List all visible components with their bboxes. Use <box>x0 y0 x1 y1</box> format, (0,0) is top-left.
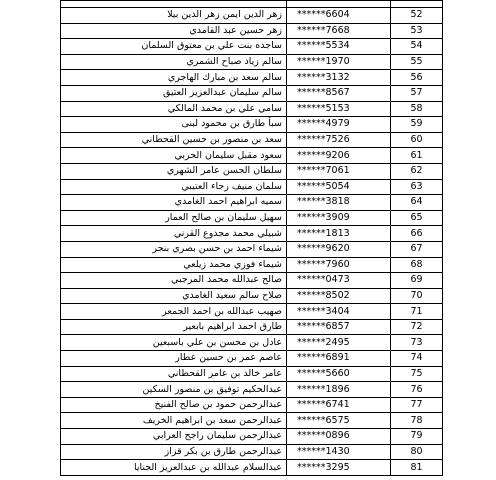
table-row <box>61 226 443 242</box>
name-cell: عبدالرحمن سليمان راجح العرابي <box>61 429 287 445</box>
table-row <box>61 273 443 289</box>
name-cell: زهر حسين عبد القامدي <box>61 23 287 39</box>
table-row <box>61 179 443 195</box>
number-cell: 71 <box>391 304 443 320</box>
name-cell: عاصم عمر بن حسين عطار <box>61 351 287 367</box>
number-cell: 52 <box>391 8 443 24</box>
table-row <box>61 460 443 476</box>
id-cell: ******3132 <box>287 70 391 86</box>
id-cell: ******2495 <box>287 335 391 351</box>
id-cell: ******5660 <box>287 366 391 382</box>
number-cell: 62 <box>391 163 443 179</box>
number-cell: 59 <box>391 117 443 133</box>
table-row <box>61 54 443 70</box>
table-row <box>61 70 443 86</box>
name-cell: سلطان الحسن عامر الشهري <box>61 163 287 179</box>
number-cell: 77 <box>391 397 443 413</box>
number-cell: 58 <box>391 101 443 117</box>
id-cell: ******5534 <box>287 39 391 55</box>
number-cell: 70 <box>391 288 443 304</box>
table-row <box>61 195 443 211</box>
number-cell: 60 <box>391 132 443 148</box>
number-cell: 73 <box>391 335 443 351</box>
id-cell: ******7526 <box>287 132 391 148</box>
table-row <box>61 117 443 133</box>
name-cell: شيماء احمد بن حسن بصري بنجر <box>61 241 287 257</box>
table-row <box>61 319 443 335</box>
table-row <box>61 132 443 148</box>
id-cell: ******4979 <box>287 117 391 133</box>
number-cell: 63 <box>391 179 443 195</box>
table-row <box>61 39 443 55</box>
name-cell <box>61 1 287 8</box>
partial-top-row <box>61 1 443 8</box>
table-row <box>61 444 443 460</box>
name-cell: سعود مقبل سليمان الحربي <box>61 148 287 164</box>
name-cell: شيماء فوزي محمد زيلعي <box>61 257 287 273</box>
id-cell: ******5153 <box>287 101 391 117</box>
id-cell: ******3818 <box>287 195 391 211</box>
id-cell: ******8567 <box>287 85 391 101</box>
table-row <box>61 241 443 257</box>
table-row <box>61 101 443 117</box>
name-cell: صالح عبدالله محمد المرجبي <box>61 273 287 289</box>
name-cell: شبيلي محمد مجدوع القرني <box>61 226 287 242</box>
name-cell: ساجده بنت علي بن معتوق السلمان <box>61 39 287 55</box>
name-cell: سهيل سليمان بن صالح العمار <box>61 210 287 226</box>
table-row <box>61 397 443 413</box>
id-cell: ******6891 <box>287 351 391 367</box>
name-cell: صهيب عبدالله بن احمد الجمعر <box>61 304 287 320</box>
id-cell: ******5054 <box>287 179 391 195</box>
id-cell: ******3404 <box>287 304 391 320</box>
name-cell: زهر الدين ايمن زهر الدين بيلا <box>61 8 287 24</box>
table-row <box>61 163 443 179</box>
number-cell: 55 <box>391 54 443 70</box>
number-cell: 81 <box>391 460 443 476</box>
id-cell: ******7668 <box>287 23 391 39</box>
id-cell: ******6575 <box>287 413 391 429</box>
number-cell: 75 <box>391 366 443 382</box>
name-cell: عامر خالد بن عامر القحطاني <box>61 366 287 382</box>
name-cell: سميه ابراهيم احمد الغامدي <box>61 195 287 211</box>
name-cell: سلمان منيف رجاء العتيبي <box>61 179 287 195</box>
id-cell: ******8502 <box>287 288 391 304</box>
name-cell: عادل بن محسن بن علي باسبعين <box>61 335 287 351</box>
table-row <box>61 210 443 226</box>
table-row <box>61 382 443 398</box>
records-sheet <box>60 0 443 476</box>
name-cell: سالم زياد صباح الشمري <box>61 54 287 70</box>
number-cell: 61 <box>391 148 443 164</box>
table-row <box>61 413 443 429</box>
number-cell: 68 <box>391 257 443 273</box>
id-cell: ******1896 <box>287 382 391 398</box>
table-row <box>61 304 443 320</box>
number-cell: 67 <box>391 241 443 257</box>
table-row <box>61 257 443 273</box>
number-cell: 76 <box>391 382 443 398</box>
id-cell: ******3295 <box>287 460 391 476</box>
table-row <box>61 366 443 382</box>
name-cell: صلاح سالم سعيد الغامدي <box>61 288 287 304</box>
name-cell: سالم سليمان عبدالعزيز العتيق <box>61 85 287 101</box>
table-row <box>61 8 443 24</box>
name-cell: عبدالحكيم توفيق بن منصور السكين <box>61 382 287 398</box>
number-cell: 79 <box>391 429 443 445</box>
number-cell <box>391 1 443 8</box>
id-cell: ******9620 <box>287 241 391 257</box>
id-cell: ******7061 <box>287 163 391 179</box>
number-cell: 80 <box>391 444 443 460</box>
name-cell: طارق احمد ابراهيم بابعير <box>61 319 287 335</box>
number-cell: 64 <box>391 195 443 211</box>
table-row <box>61 23 443 39</box>
id-cell: ******6741 <box>287 397 391 413</box>
name-cell: عبدالرحمن حمود بن صالح الفنيخ <box>61 397 287 413</box>
number-cell: 78 <box>391 413 443 429</box>
name-cell: عبدالرحمن طارق بن بكر قزاز <box>61 444 287 460</box>
id-cell: ******1813 <box>287 226 391 242</box>
number-cell: 65 <box>391 210 443 226</box>
records-table-body <box>61 1 443 476</box>
name-cell: سعد بن منصور بن حسين القحطاني <box>61 132 287 148</box>
table-row <box>61 429 443 445</box>
id-cell: ******6604 <box>287 8 391 24</box>
table-row <box>61 288 443 304</box>
number-cell: 53 <box>391 23 443 39</box>
number-cell: 66 <box>391 226 443 242</box>
id-cell: ******1970 <box>287 54 391 70</box>
name-cell: سبأ طارق بن محمود لبنى <box>61 117 287 133</box>
name-cell: عبدالرحمن سعد بن ابراهيم الخريف <box>61 413 287 429</box>
name-cell: سامي علي بن محمد المالكي <box>61 101 287 117</box>
table-row <box>61 335 443 351</box>
id-cell: ******9206 <box>287 148 391 164</box>
id-cell: ******1430 <box>287 444 391 460</box>
id-cell: ******6857 <box>287 319 391 335</box>
number-cell: 74 <box>391 351 443 367</box>
number-cell: 54 <box>391 39 443 55</box>
id-cell: ******3909 <box>287 210 391 226</box>
id-cell: ******7960 <box>287 257 391 273</box>
records-table <box>60 0 443 476</box>
number-cell: 57 <box>391 85 443 101</box>
number-cell: 56 <box>391 70 443 86</box>
number-cell: 72 <box>391 319 443 335</box>
number-cell: 69 <box>391 273 443 289</box>
id-cell: ******0473 <box>287 273 391 289</box>
table-row <box>61 351 443 367</box>
name-cell: عبدالسلام عبدالله بن عبدالعزيز الجنايا <box>61 460 287 476</box>
table-row <box>61 148 443 164</box>
table-row <box>61 85 443 101</box>
id-cell <box>287 1 391 8</box>
name-cell: سالم سعد بن مبارك الهاجري <box>61 70 287 86</box>
id-cell: ******0896 <box>287 429 391 445</box>
